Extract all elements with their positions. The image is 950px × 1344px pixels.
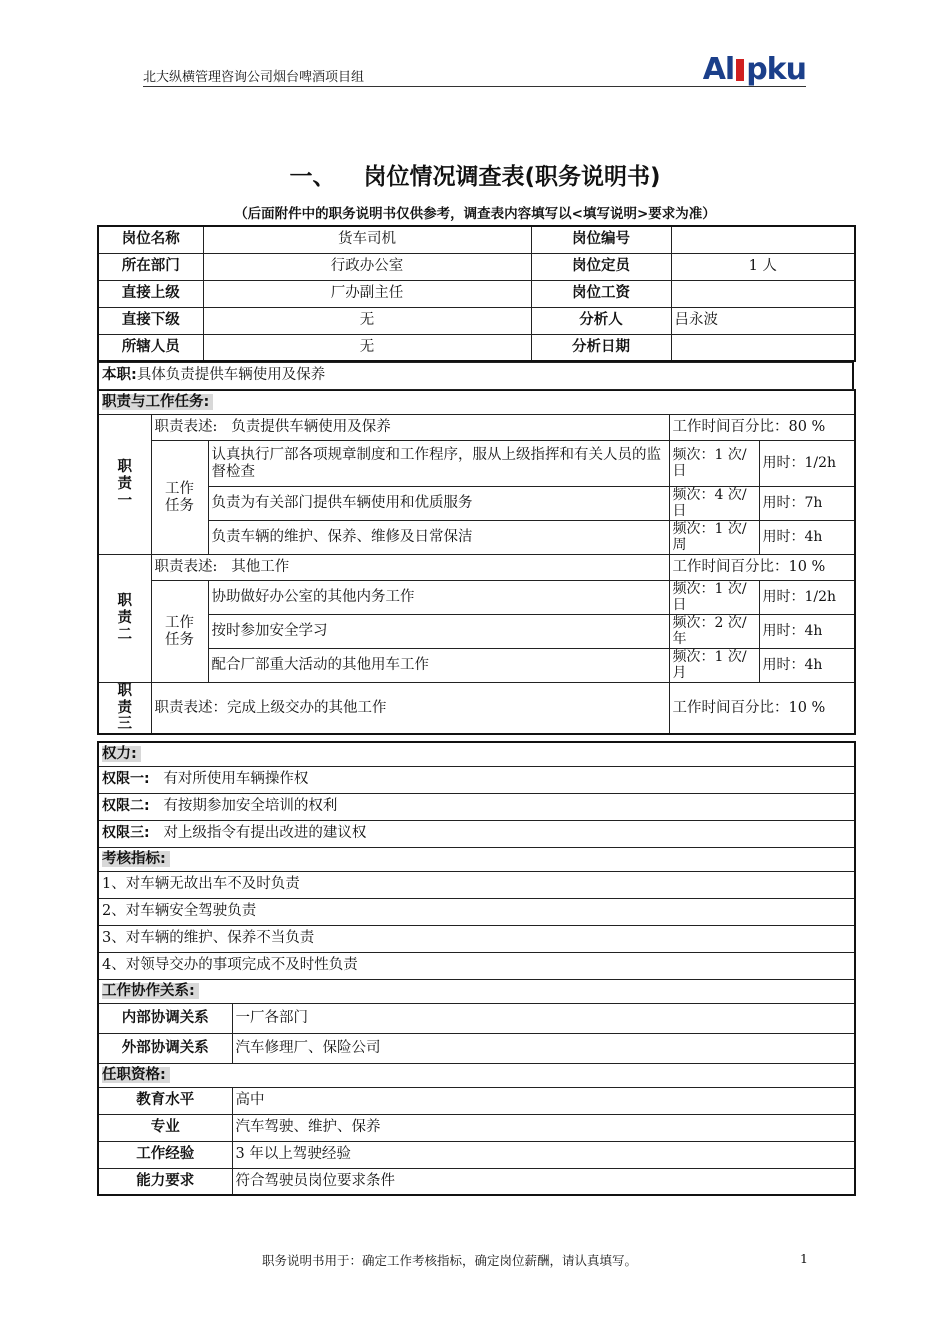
basic-label: 所辖人员 (98, 334, 203, 361)
task-time: 用时：1/2h (759, 441, 855, 487)
basic-row (98, 307, 855, 334)
kpi-item: 1、对车辆无故出车不及时负责 (98, 871, 855, 898)
basic-info-table (97, 225, 856, 362)
section-title: 考核指标: (98, 847, 855, 871)
duty-name: 职 责 二 (98, 555, 151, 683)
qual-label: 工作经验 (98, 1141, 232, 1168)
power-item: 权限二: 有按期参加安全培训的权利 (98, 793, 855, 820)
basic-value: 厂办副主任 (203, 280, 531, 307)
section-title: 任职资格: (98, 1063, 855, 1087)
task-freq: 频次：1 次/日 (669, 581, 759, 615)
task-row (98, 649, 855, 683)
task-text: 认真执行厂部各项规章制度和工作程序，服从上级指挥和有关人员的监督检查 (208, 441, 669, 487)
basic-label: 岗位编号 (531, 226, 671, 253)
basic-row (98, 253, 855, 280)
task-time: 用时：7h (759, 487, 855, 521)
duties-table (97, 389, 856, 735)
task-freq: 频次：1 次/月 (669, 649, 759, 683)
basic-label: 岗位名称 (98, 226, 203, 253)
duty-desc: 职责表述：完成上级交办的其他工作 (151, 683, 669, 735)
task-row (98, 441, 855, 487)
basic-value (671, 226, 855, 253)
task-text: 配合厂部重大活动的其他用车工作 (208, 649, 669, 683)
task-row (98, 581, 855, 615)
basic-row (98, 226, 855, 253)
basic-label: 岗位工资 (531, 280, 671, 307)
coop-label: 外部协调关系 (98, 1033, 232, 1063)
kpi-item: 4、对领导交办的事项完成不及时性负责 (98, 952, 855, 979)
qual-label: 教育水平 (98, 1087, 232, 1114)
duty-time-pct: 工作时间百分比：10 % (669, 683, 855, 735)
basic-label: 所在部门 (98, 253, 203, 280)
coop-value: 一厂各部门 (232, 1003, 855, 1033)
task-text: 负责车辆的维护、保养、维修及日常保洁 (208, 521, 669, 555)
task-label: 工作 任务 (151, 581, 208, 683)
duty-desc: 职责表述: 负责提供车辆使用及保养 (151, 415, 669, 441)
duty-name: 职 责 一 (98, 415, 151, 555)
duty-name: 职 责 三 (98, 683, 151, 735)
basic-label: 直接下级 (98, 307, 203, 334)
basic-value (671, 334, 855, 361)
task-time: 用时：4h (759, 615, 855, 649)
task-row (98, 487, 855, 521)
basic-row (98, 334, 855, 361)
page-subtitle: （后面附件中的职务说明书仅供参考，调查表内容填写以<填写说明>要求为准） (234, 206, 716, 222)
task-row (98, 615, 855, 649)
page-title: 一、 岗位情况调查表(职务说明书) (289, 164, 661, 190)
qual-value: 汽车驾驶、维护、保养 (232, 1114, 855, 1141)
coop-value: 汽车修理厂、保险公司 (232, 1033, 855, 1063)
basic-label: 分析人 (531, 307, 671, 334)
task-time: 用时：4h (759, 649, 855, 683)
basic-value: 无 (203, 307, 531, 334)
footer-note: 职务说明书用于：确定工作考核指标，确定岗位薪酬，请认真填写。 (262, 1253, 638, 1268)
duty-desc: 职责表述: 其他工作 (151, 555, 669, 581)
qual-value: 符合驾驶员岗位要求条件 (232, 1168, 855, 1195)
org-name: 北大纵横管理咨询公司烟台啤酒项目组 (143, 70, 365, 85)
basic-label: 分析日期 (531, 334, 671, 361)
duty-time-pct: 工作时间百分比：80 % (669, 415, 855, 441)
basic-label: 岗位定员 (531, 253, 671, 280)
qual-value: 3 年以上驾驶经验 (232, 1141, 855, 1168)
qual-label: 专业 (98, 1114, 232, 1141)
duty-time-pct: 工作时间百分比：10 % (669, 555, 855, 581)
basic-value: 货车司机 (203, 226, 531, 253)
section-title: 工作协作关系: (98, 979, 855, 1003)
power-item: 权限一: 有对所使用车辆操作权 (98, 766, 855, 793)
qual-label: 能力要求 (98, 1168, 232, 1195)
task-freq: 频次：1 次/周 (669, 521, 759, 555)
task-time: 用时：1/2h (759, 581, 855, 615)
basic-value: 行政办公室 (203, 253, 531, 280)
task-freq: 频次：2 次/年 (669, 615, 759, 649)
basic-row (98, 280, 855, 307)
duties-title: 职责与工作任务: (102, 394, 213, 410)
basic-value: 吕永波 (671, 307, 855, 334)
task-text: 协助做好办公室的其他内务工作 (208, 581, 669, 615)
task-freq: 频次：4 次/日 (669, 487, 759, 521)
basic-value (671, 280, 855, 307)
task-text: 按时参加安全学习 (208, 615, 669, 649)
basic-value: 1 人 (671, 253, 855, 280)
qual-value: 高中 (232, 1087, 855, 1114)
page-number: 1 (800, 1251, 808, 1266)
basic-value: 无 (203, 334, 531, 361)
task-label: 工作 任务 (151, 441, 208, 555)
power-item: 权限三: 对上级指令有提出改进的建议权 (98, 820, 855, 847)
kpi-item: 3、对车辆的维护、保养不当负责 (98, 925, 855, 952)
basic-label: 直接上级 (98, 280, 203, 307)
kpi-item: 2、对车辆安全驾驶负责 (98, 898, 855, 925)
page-header (143, 52, 806, 87)
task-freq: 频次：1 次/日 (669, 441, 759, 487)
company-logo: Al pku (702, 52, 806, 87)
lower-table (97, 741, 856, 1196)
coop-label: 内部协调关系 (98, 1003, 232, 1033)
task-row (98, 521, 855, 555)
task-text: 负责为有关部门提供车辆使用和优质服务 (208, 487, 669, 521)
section-title: 权力: (98, 742, 855, 766)
main-duty-table: 本职:具体负责提供车辆使用及保养 (97, 362, 854, 391)
task-time: 用时：4h (759, 521, 855, 555)
